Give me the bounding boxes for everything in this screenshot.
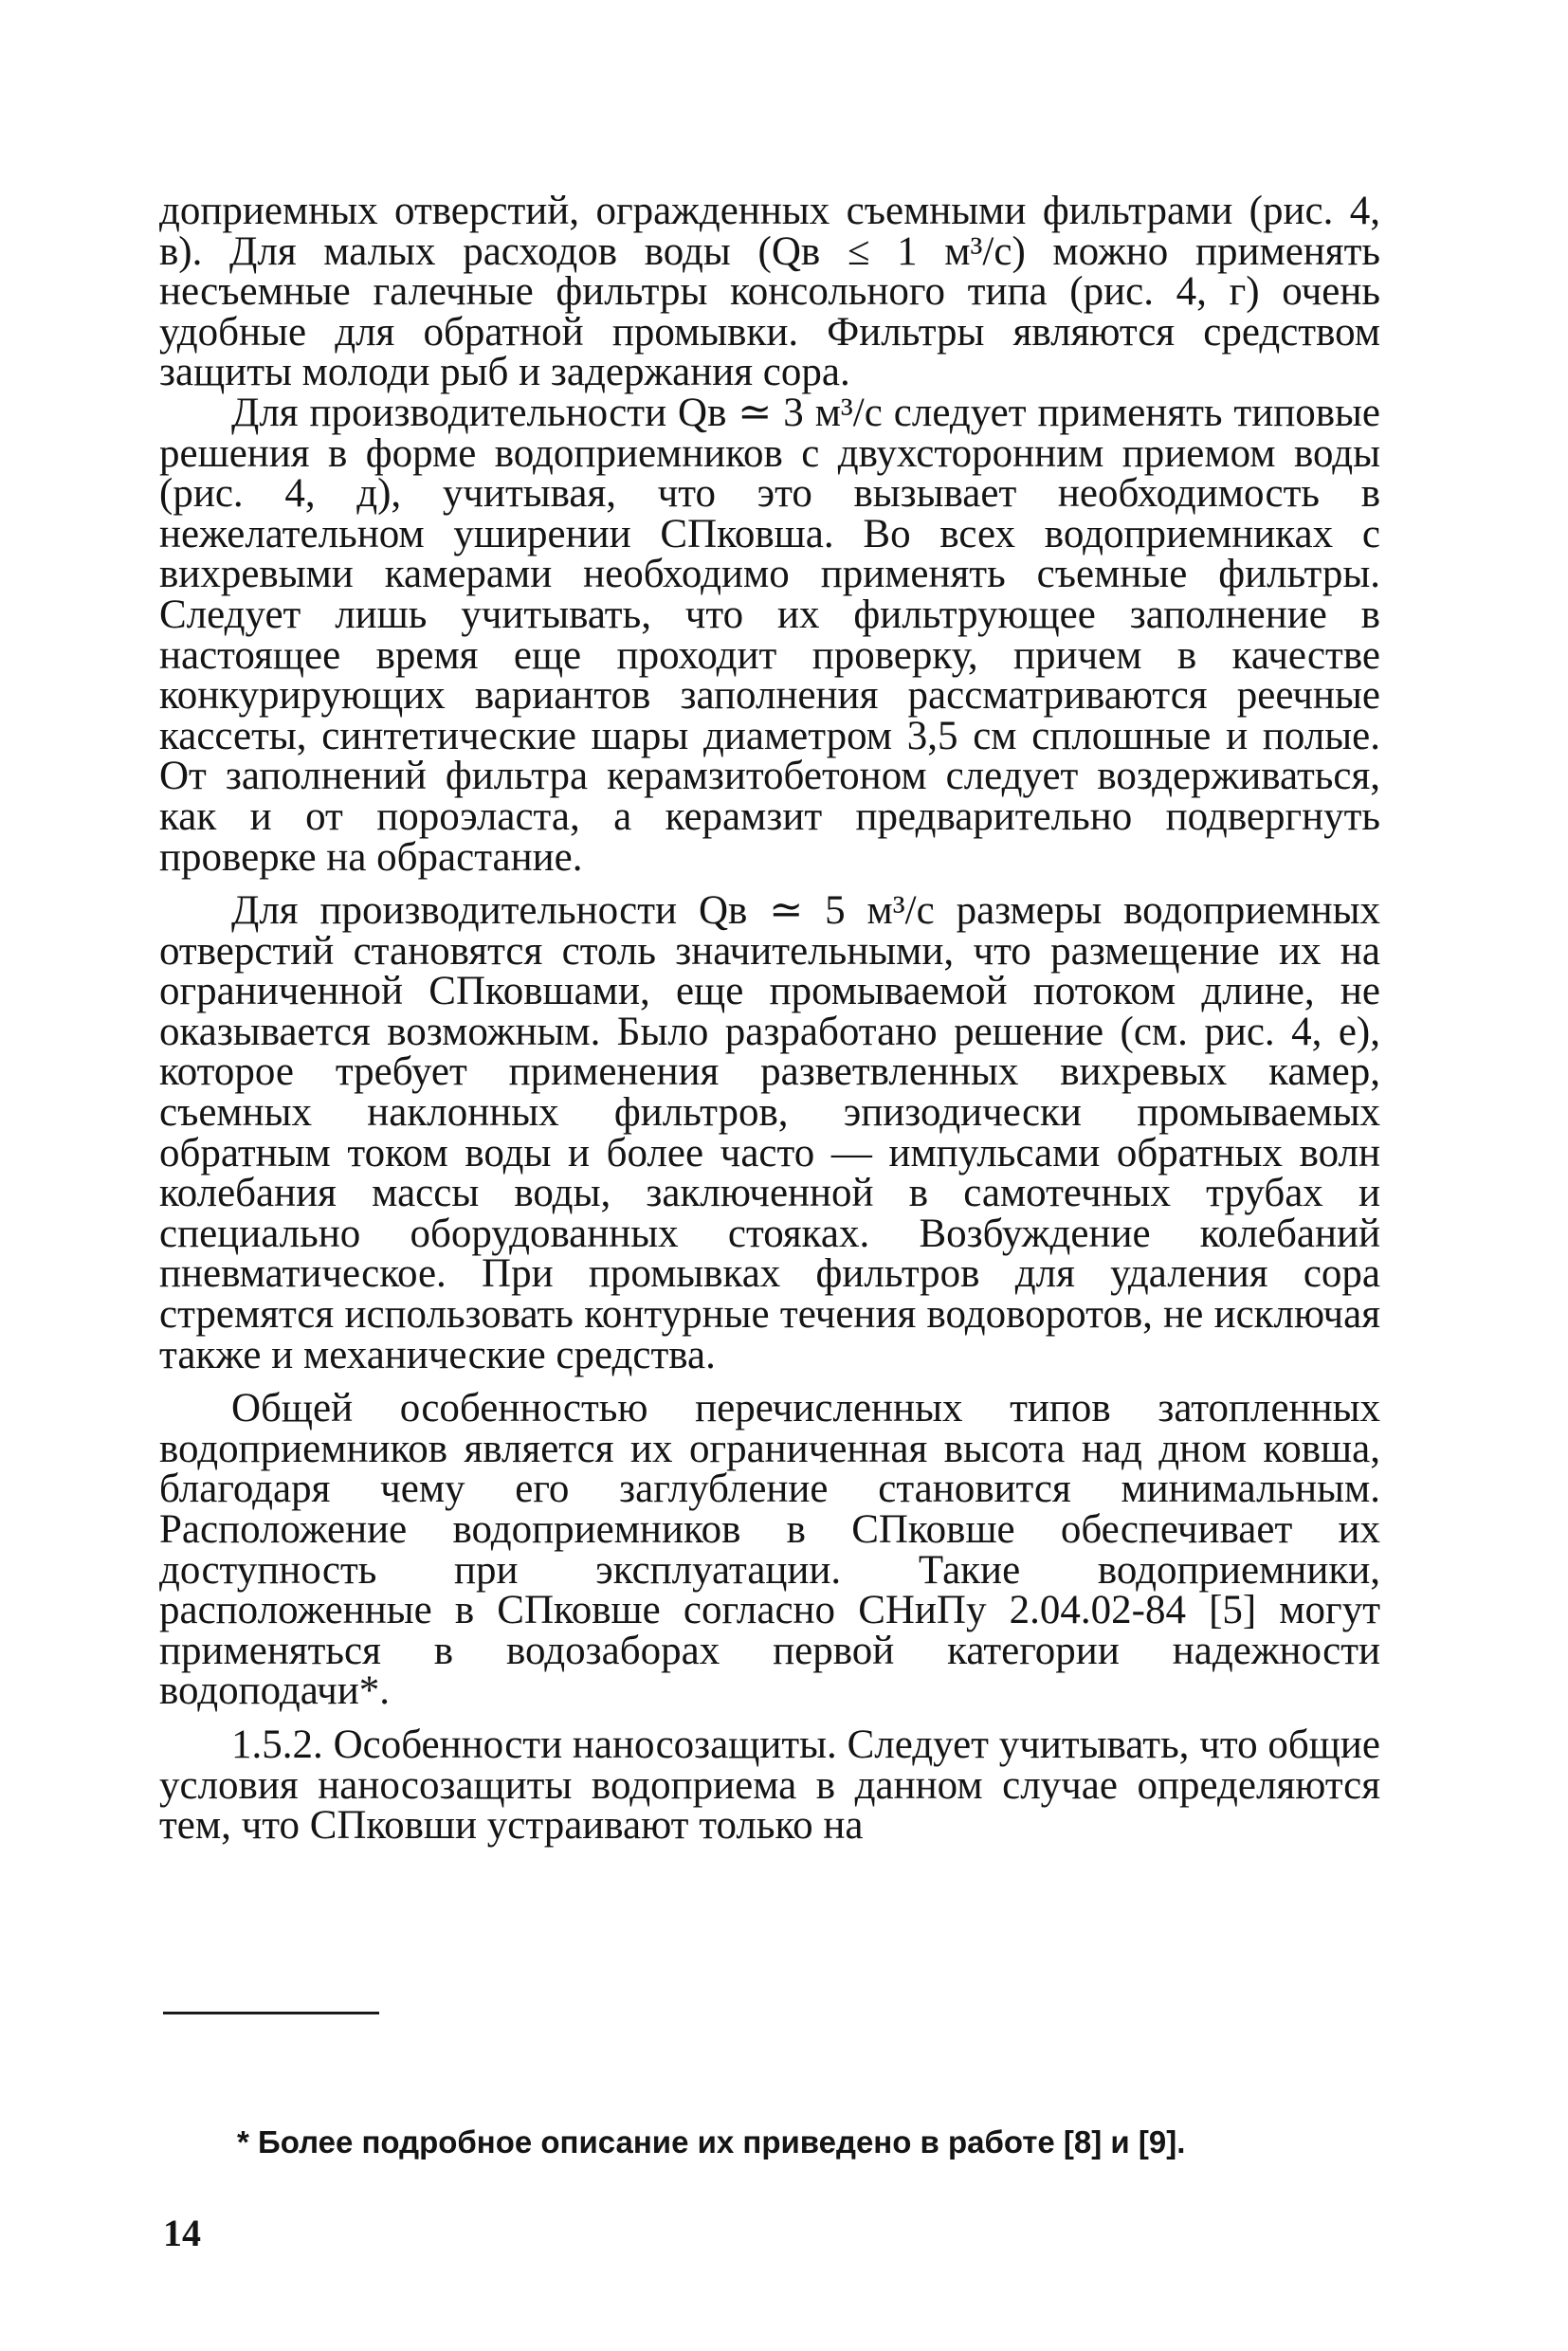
main-text [159,191,1380,1847]
paragraph-flow-5: Для производительности Qв ≃ 5 м³/с размеры водоприемных отверстий становятся столь значительными, что размещение их на ограниченной СПковшами, еще промываемой потоком длине, не оказывается возможным. Было разработано решение (см. рис. 4, е), которое требует применения разветвленных вихревых камер, съемных наклонных фильтров, эпизодически промываемых обратным током воды и более часто — импульсами обратных волн колебания массы воды, заключенной в самотечных трубах и специально оборудованных стояках. Возбуждение колебаний пневматическое. При промывках фильтров для удаления сора стремятся использовать контурные течения водоворотов, не исключая также и механические средства. [159,888,1380,1377]
page-number: 14 [163,2212,201,2254]
section-1-5-2-heading-paragraph: 1.5.2. Особенности наносозащиты. Следует учитывать, что общие условия наносозащиты водоприема в данном случае определяются тем, что СПковши устраивают только на [159,1722,1380,1849]
paragraph-flow-3: Для производительности Qв ≃ 3 м³/с следует применять типовые решения в форме водоприемников с двухсторонним приемом воды (рис. 4, д), учитывая, что это вызывает необходимость в нежелательном уширении СПковша. Во всех водоприемниках с вихревыми камерами необходимо применять съемные фильтры. Следует лишь учитывать, что их фильтрующее заполнение в настоящее время еще проходит проверку, причем в качестве конкурирующих вариантов заполнения рассматриваются реечные кассеты, синтетические шары диаметром 3,5 см сплошные и полые. От заполнений фильтра керамзитобетоном следует воздерживаться, как и от пороэласта, а керамзит предварительно подвергнуть проверке на обрастание. [159,390,1380,880]
footnote: * Более подробное описание их приведено в работе [8] и [9]. [237,2124,1186,2160]
paragraph-common-features: Общей особенностью перечисленных типов затопленных водоприемников является их ограниченная высота над дном ковша, благодаря чему его заглубление становится минимальным. Расположение водоприемников в СПковше обеспечивает их доступность при эксплуатации. Такие водоприемники, расположенные в СПковше согласно СНиПу 2.04.02-84 [5] могут применяться в водозаборах первой категории надежности водоподачи*. [159,1386,1380,1714]
paragraph-continuation: доприемных отверстий, огражденных съемными фильтрами (рис. 4, в). Для малых расходов воды (Qв ≤ 1 м³/с) можно применять несъемные галечные фильтры консольного типа (рис. 4, г) очень удобные для обратной промывки. Фильтры являются средством защиты молоди рыб и задержания сора. [159,189,1380,395]
footnote-divider [163,2012,379,2014]
